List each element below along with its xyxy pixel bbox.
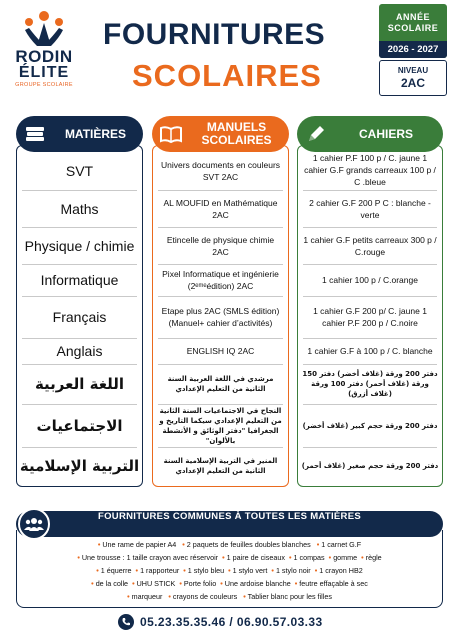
books-icon bbox=[22, 121, 48, 147]
supplies-line: • de la colle • UHU STICK • Porte folio • Une ardoise blanche • feutre effaçable à sec bbox=[91, 579, 368, 588]
supply-item: gomme bbox=[333, 553, 358, 562]
textbooks-header-line2: SCOLAIRES bbox=[201, 133, 272, 147]
notebook-requirement: دفتر 200 ورقة حجم صغير (غلاف أحمر) bbox=[301, 462, 439, 470]
pencil-icon bbox=[303, 121, 329, 147]
school-logo bbox=[6, 8, 82, 88]
supply-item: Une trousse : 1 taille crayon avec réservoir bbox=[81, 553, 219, 562]
subject-name: Physique / chimie bbox=[24, 237, 135, 254]
logo-tagline: GROUPE SCOLAIRE bbox=[15, 82, 73, 88]
logo-brand2: ÉLITE bbox=[18, 64, 70, 81]
textbook-title: Pixel Informatique et ingénierie (2ᵉᵐᵉédition) 2AC bbox=[162, 269, 279, 291]
group-icon bbox=[18, 508, 50, 540]
subject-name: الاجتماعيات bbox=[36, 416, 123, 435]
supplies-line: • 1 équerre • 1 rapporteur • 1 stylo bleu • 1 stylo vert • 1 stylo noir • 1 crayon HB2 bbox=[96, 566, 363, 575]
supply-item: de la colle bbox=[95, 579, 129, 588]
notebook-requirement: 1 cahier G.F 200 p/ C. jaune 1 cahier P.F 200 p / C.noire bbox=[313, 306, 427, 328]
year-label-1: ANNÉE bbox=[395, 12, 430, 22]
supplies-line: • Une trousse : 1 taille crayon avec réservoir • 1 paire de ciseaux • 1 compas • gomme • règle bbox=[77, 553, 382, 562]
notebook-requirement: 1 cahier P.F 100 p / C. jaune 1 cahier G.F grands carreaux 100 p / C .bleue bbox=[304, 153, 436, 187]
supply-item: 2 paquets de feuilles doubles blanches bbox=[186, 540, 311, 549]
textbook-title: Etincelle de physique chimie 2AC bbox=[166, 234, 275, 257]
logo-brand: RODIN bbox=[15, 47, 73, 66]
supply-item: Tablier blanc pour les filles bbox=[247, 592, 332, 601]
supplies-line: • Une rame de papier A4 • 2 paquets de feuilles doubles blanches • 1 carnet G.F bbox=[97, 540, 362, 549]
common-supplies-header bbox=[16, 511, 443, 537]
supply-item: 1 stylo vert bbox=[232, 566, 268, 575]
supply-item: crayons de couleurs bbox=[172, 592, 238, 601]
subject-name: اللغة العربية bbox=[34, 375, 125, 393]
textbook-title: المنير في التربية الإسلامية السنة الثانية من التعليم الإعدادي bbox=[163, 457, 278, 475]
open-book-icon bbox=[158, 121, 184, 147]
supply-item: 1 crayon HB2 bbox=[319, 566, 363, 575]
supply-item: Une ardoise blanche bbox=[224, 579, 291, 588]
page-subtitle: SCOLAIRES bbox=[132, 58, 322, 93]
supply-item: Une rame de papier A4 bbox=[102, 540, 177, 549]
supply-item: 1 stylo bleu bbox=[187, 566, 225, 575]
supply-item: UHU STICK bbox=[136, 579, 176, 588]
textbook-title: Etape plus 2AC (SMLS édition) (Manuel+ cahier d’activités) bbox=[161, 306, 280, 328]
logo-emblem-icon bbox=[15, 8, 73, 48]
supply-item: 1 carnet G.F bbox=[321, 540, 362, 549]
textbook-title: AL MOUFID en Mathématique 2AC bbox=[163, 197, 278, 220]
year-value: 2026 - 2027 bbox=[379, 41, 447, 58]
textbook-title: Univers documents en couleurs SVT 2AC bbox=[160, 160, 281, 182]
supply-item: 1 équerre bbox=[100, 566, 132, 575]
subject-name: SVT bbox=[65, 163, 94, 179]
textbooks-header-label bbox=[184, 121, 289, 147]
subject-name: التربية الإسلامية bbox=[19, 457, 140, 475]
notebook-requirement: 2 cahier G.F 200 P C : blanche - verte bbox=[309, 197, 431, 220]
contact-phones bbox=[118, 614, 358, 630]
supply-item: 1 rapporteur bbox=[140, 566, 180, 575]
phone-numbers[interactable]: 05.23.35.35.46 / 06.90.57.03.33 bbox=[140, 615, 323, 629]
subject-name: Maths bbox=[60, 200, 99, 217]
page-title: FOURNITURES bbox=[103, 18, 326, 51]
notebook-requirement: 1 cahier G.F petits carreaux 300 p / C.rouge bbox=[303, 234, 437, 257]
level-value: 2AC bbox=[400, 76, 425, 90]
supply-item: 1 stylo noir bbox=[275, 566, 311, 575]
subject-name: Anglais bbox=[56, 343, 103, 359]
subject-name: Informatique bbox=[40, 272, 119, 288]
level-label: NIVEAU bbox=[397, 66, 429, 75]
common-supplies-title: FOURNITURES COMMUNES À TOUTES LES MATIÈRES bbox=[98, 511, 361, 522]
notebooks-header bbox=[297, 116, 443, 152]
notebook-requirement: دفتر 200 ورقة حجم كبير (غلاف أخضر) bbox=[302, 421, 438, 430]
year-label-2: SCOLAIRE bbox=[387, 23, 439, 33]
notebook-requirement: 1 cahier 100 p / C.orange bbox=[322, 275, 418, 285]
subjects-header bbox=[16, 116, 143, 152]
notebook-requirement: دفتر 200 ورقة (غلاف أخضر) دفتر 150 ورقة (غلاف أحمر) دفتر 100 ورقة (غلاف أزرق) bbox=[302, 370, 438, 398]
textbooks-header-line1: MANUELS bbox=[206, 120, 267, 134]
supply-item: 1 compas bbox=[293, 553, 325, 562]
textbook-title: مرشدي في اللغة العربية السنة الثانية من التعليم الإعدادي bbox=[167, 375, 274, 393]
supply-item: règle bbox=[365, 553, 382, 562]
level-badge bbox=[379, 60, 447, 96]
textbooks-header bbox=[152, 116, 289, 152]
notebook-requirement: 1 cahier G.F à 100 p / C. blanche bbox=[307, 346, 433, 356]
subjects-header-label: MATIÈRES bbox=[64, 126, 127, 141]
subject-name: Français bbox=[52, 309, 107, 325]
supply-item: 1 paire de ciseaux bbox=[226, 553, 285, 562]
supply-item: Porte folio bbox=[183, 579, 217, 588]
textbook-title: ENGLISH IQ 2AC bbox=[186, 346, 255, 356]
supplies-line: • marqueur • crayons de couleurs • Tablier blanc pour les filles bbox=[127, 592, 332, 601]
textbook-title: النجاح في الاجتماعيات السنة الثانية من التعليم الإعدادي سيكما التاريخ و الجغرافيا "دفتر الوثائق و الأنشطة بالألوان" bbox=[159, 406, 282, 445]
supply-item: feutre effaçable à sec bbox=[299, 579, 368, 588]
notebooks-header-label: CAHIERS bbox=[358, 126, 413, 141]
phone-icon bbox=[118, 614, 134, 630]
supply-item: marqueur bbox=[131, 592, 163, 601]
school-year-badge bbox=[379, 4, 447, 58]
